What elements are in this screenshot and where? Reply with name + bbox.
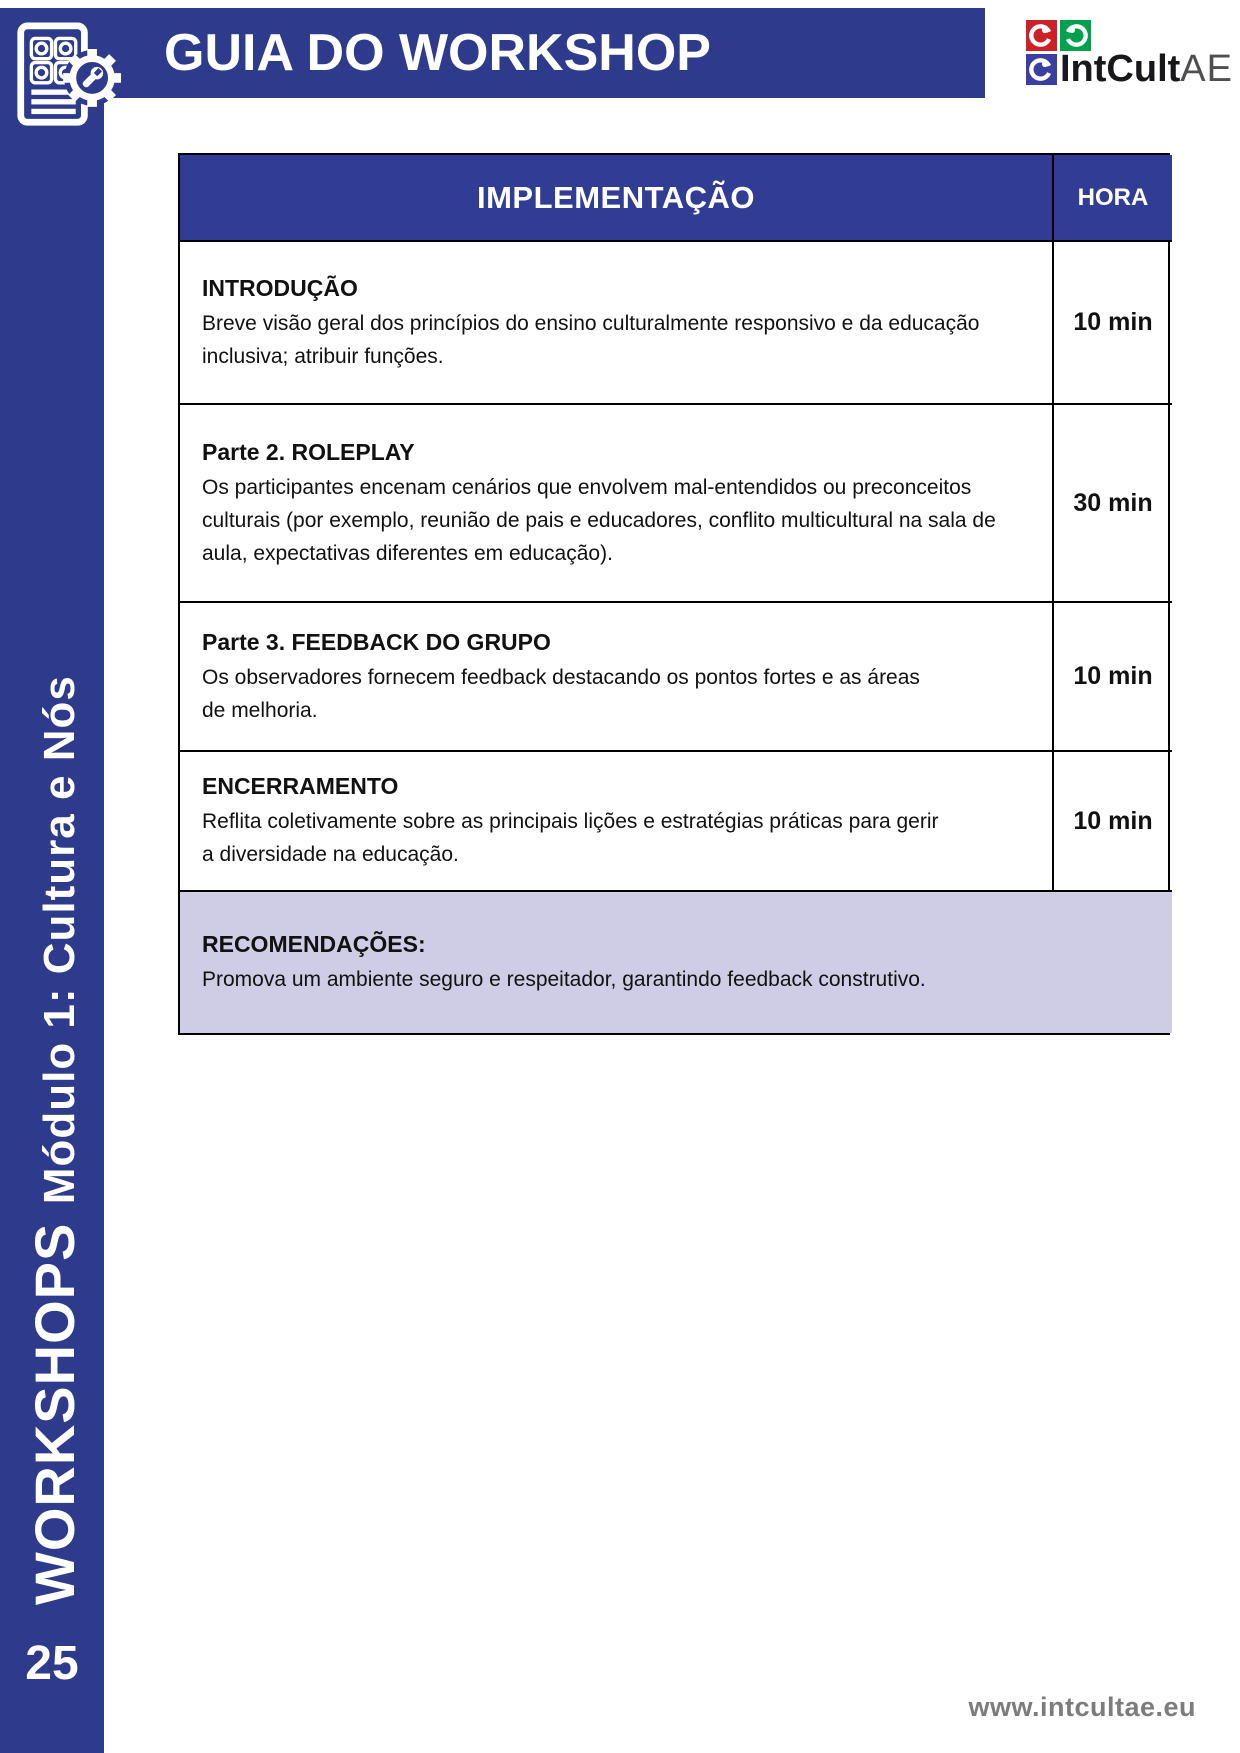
logo-blue-face-icon	[1026, 54, 1057, 85]
logo-green-face-icon	[1060, 20, 1091, 51]
intcultae-logo	[1026, 20, 1233, 88]
sidebar-module-label: Módulo 1: Cultura e Nós	[35, 675, 84, 1205]
implementation-table	[178, 153, 1170, 1035]
page-title: GUIA DO WORKSHOP	[164, 24, 711, 82]
sidebar	[0, 8, 104, 1753]
table-row-encerramento	[180, 752, 1054, 892]
sidebar-workshops-label: WORKSHOPS	[23, 1222, 86, 1605]
sidebar-vertical-label	[24, 675, 101, 1605]
row-description: Breve visão geral dos princípios do ensino culturalmente responsivo e da educação inclusiva; atribuir funções.	[202, 311, 980, 368]
row-title: ENCERRAMENTO	[202, 773, 399, 799]
row-title: INTRODUÇÃO	[202, 274, 358, 301]
row-time: 30 min	[1054, 405, 1172, 603]
recommendations-title: RECOMENDAÇÕES:	[202, 931, 426, 957]
row-description: Os observadores fornecem feedback destacando os pontos fortes e as áreas de melhoria.	[202, 665, 920, 722]
recommendations-description: Promova um ambiente seguro e respeitador, garantindo feedback construtivo.	[202, 968, 926, 991]
table-header-implementacao: IMPLEMENTAÇÃO	[180, 155, 1054, 242]
page-number: 25	[25, 1637, 79, 1690]
recommendations-row	[180, 892, 1172, 1033]
table-row-introducao	[180, 242, 1054, 405]
row-title: Parte 2. ROLEPLAY	[202, 438, 415, 465]
table-row-roleplay	[180, 405, 1054, 603]
logo-red-face-icon	[1026, 20, 1057, 51]
workshop-guide-icon	[14, 22, 122, 130]
table-header-hora: HORA	[1054, 155, 1172, 242]
row-description: Reflita coletivamente sobre as principais lições e estratégias práticas para gerir a diversidade na educação.	[202, 810, 939, 866]
website-link[interactable]: www.intcultae.eu	[968, 1692, 1196, 1722]
logo-text-bold: IntCult	[1060, 48, 1181, 90]
row-time: 10 min	[1054, 752, 1172, 892]
logo-text-light: AE	[1180, 48, 1233, 90]
row-title: Parte 3. FEEDBACK DO GRUPO	[202, 628, 551, 655]
header-bar	[104, 8, 985, 98]
logo-text	[1060, 48, 1233, 90]
row-description: Os participantes encenam cenários que envolvem mal-entendidos ou preconceitos culturais (por exemplo, reunião de pais e educadores, conflito multicultural na sala de aula, expectativas diferentes em educação).	[202, 475, 996, 565]
table-row-feedback	[180, 603, 1054, 752]
row-time: 10 min	[1054, 603, 1172, 752]
row-time: 10 min	[1054, 242, 1172, 405]
